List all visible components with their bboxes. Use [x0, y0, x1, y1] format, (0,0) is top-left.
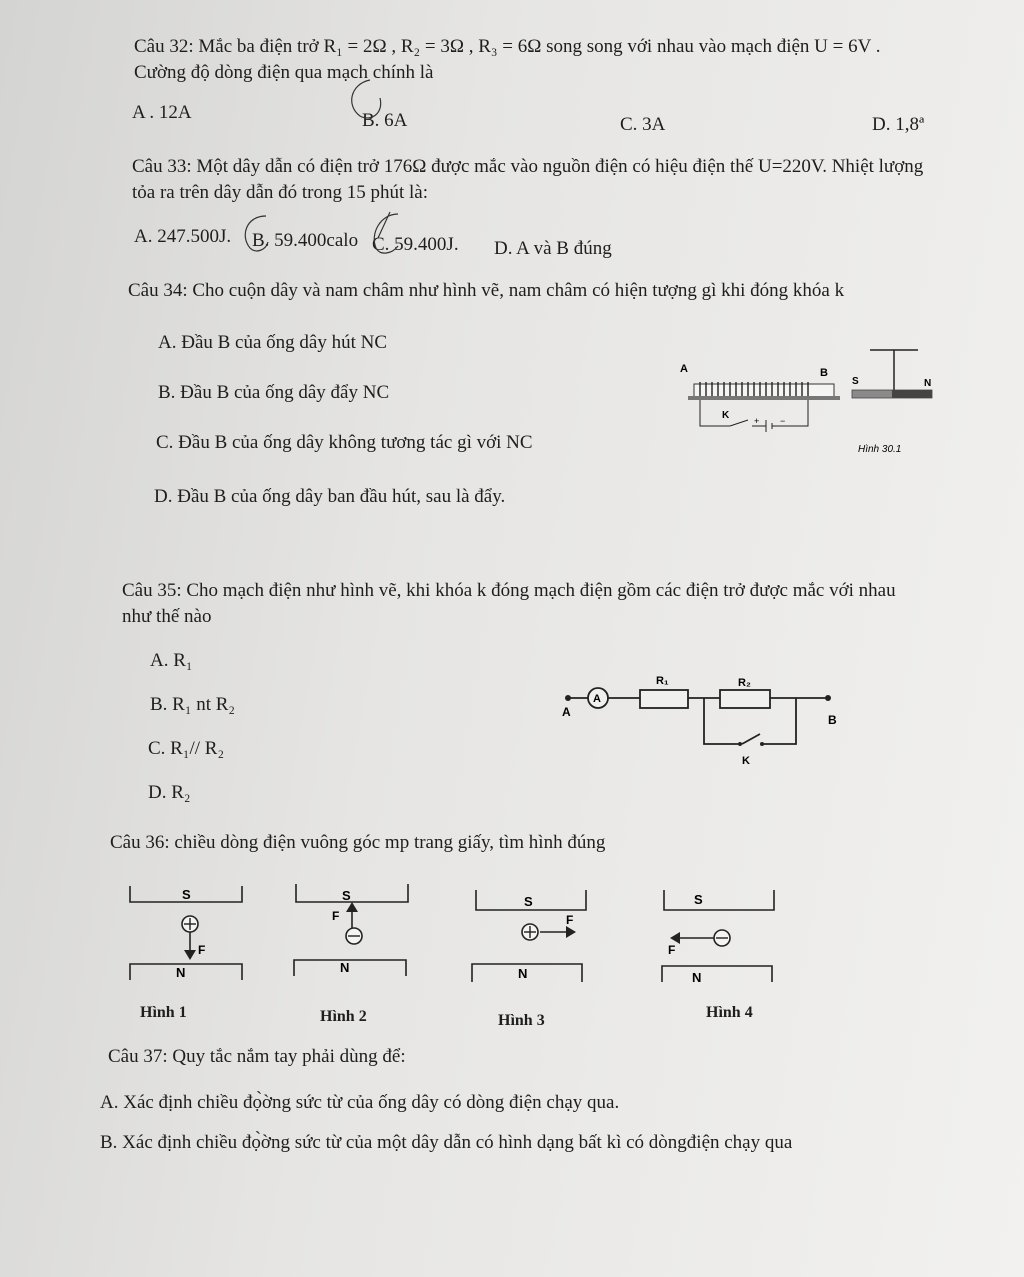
- q32-option-c: C. 3A: [620, 114, 666, 135]
- q36-fig2-force-arrow: [346, 902, 358, 912]
- q35-option-a: A. R₁: [150, 650, 193, 671]
- q33-stem-line1: Câu 33: Một dây dẫn có điện trở 176Ω được mắc vào nguồn điện có hiệu điện thế U=220V. Nhiệt lượng: [132, 156, 924, 177]
- q35-fig-label-r1: R₁: [656, 675, 669, 687]
- q34-minus-sign: −: [780, 416, 786, 426]
- q36-fig4-pole-s: S: [694, 892, 703, 907]
- q36-fig2-force-label: F: [332, 909, 340, 923]
- q34-plus-sign: +: [754, 416, 760, 426]
- q33-option-b: B. 59.400calo: [252, 230, 359, 251]
- q35-fig-label-r2: R₂: [738, 677, 751, 689]
- q35-fig-label-a: A: [562, 705, 571, 719]
- q36-figure-2: [290, 880, 414, 980]
- q35-fig-label-b: B: [828, 713, 837, 727]
- q36-fig3-force-arrow: [566, 926, 576, 938]
- q36-fig3-pole-n: N: [518, 966, 528, 981]
- q35-ammeter-symbol: A: [593, 693, 601, 705]
- q35-switch-pivot: [738, 742, 742, 746]
- q34-stem: Câu 34: Cho cuộn dây và nam châm như hình vẽ, nam châm có hiện tượng gì khi đóng khóa k: [128, 280, 845, 301]
- q34-option-a: A. Đầu B của ống dây hút NC: [158, 332, 388, 353]
- q32-stem-line2: Cường độ dòng điện qua mạch chính là: [134, 62, 434, 83]
- q37-option-a: A. Xác định chiều đọ̀ờng sức từ của ống dây có dòng điện chạy qua.: [100, 1092, 620, 1113]
- q36-fig2-pole-s: S: [342, 888, 351, 903]
- q34-fig-label-b: B: [820, 367, 828, 379]
- q32-option-a: A . 12A: [132, 102, 192, 123]
- q32-option-d: D. 1,8ª: [872, 114, 925, 135]
- q34-magnet: [852, 350, 932, 398]
- q36-fig3-force-label: F: [566, 913, 574, 927]
- q35-option-c: C. R₁// R₂: [148, 738, 225, 759]
- q33-option-d: D. A và B đúng: [494, 238, 612, 259]
- q32-pen-mark: [340, 76, 390, 124]
- q36-fig1-force-label: F: [198, 943, 206, 957]
- q37-stem: Câu 37: Quy tắc nắm tay phải dùng để:: [108, 1046, 406, 1067]
- q36-fig4-pole-n: N: [692, 970, 702, 985]
- q34-option-d: D. Đầu B của ống dây ban đầu hút, sau là đẩy.: [154, 486, 506, 507]
- q35-fig-label-k: K: [742, 755, 750, 767]
- q33-option-c: C. 59.400J.: [372, 234, 459, 255]
- q36-caption-1: Hình 1: [140, 1004, 187, 1021]
- q35-circuit-figure: [556, 668, 856, 768]
- q34-option-c: C. Đầu B của ống dây không tương tác gì với NC: [156, 432, 533, 453]
- q35-switch-contact: [760, 742, 764, 746]
- q34-fig-label-s: S: [852, 376, 859, 387]
- q34-coil: [688, 382, 840, 400]
- q35-option-d: D. R₂: [148, 782, 191, 803]
- q36-caption-2: Hình 2: [320, 1008, 367, 1025]
- q35-option-b: B. R₁ nt R₂: [150, 694, 236, 715]
- q35-stem-line2: như thế nào: [122, 606, 212, 627]
- q36-fig1-force-arrow: [184, 950, 196, 960]
- q34-coil-magnet-figure: [670, 340, 950, 460]
- q35-node-b: [825, 695, 831, 701]
- q37-option-b: B. Xác định chiều đọ̀ờng sức từ của một dây dẫn có hình dạng bất kì có dòngđiện chạy qua: [100, 1132, 793, 1153]
- q34-option-b: B. Đầu B của ống dây đẩy NC: [158, 382, 390, 403]
- q33-option-a: A. 247.500J.: [134, 226, 232, 247]
- q34-fig-caption: Hình 30.1: [858, 444, 902, 455]
- q36-caption-4: Hình 4: [706, 1004, 753, 1021]
- q34-fig-label-a: A: [680, 363, 688, 375]
- q36-fig3-pole-s: S: [524, 894, 533, 909]
- q32-stem-line1: Câu 32: Mắc ba điện trở R₁ = 2Ω , R₂ = 3Ω , R₃ = 6Ω song song với nhau vào mạch điện U = 6V .: [134, 36, 881, 57]
- q36-fig1-pole-n: N: [176, 965, 186, 980]
- q33-pen-mark-c: [362, 208, 408, 258]
- q35-stem-line1: Câu 35: Cho mạch điện như hình vẽ, khi khóa k đóng mạch điện gồm các điện trở được mắc với nhau: [122, 580, 896, 601]
- q34-fig-label-k: K: [722, 410, 730, 421]
- q34-fig-label-n: N: [924, 378, 932, 389]
- q33-pen-mark-b: [236, 212, 272, 254]
- q36-figure-3: [470, 886, 594, 986]
- q36-stem: Câu 36: chiều dòng điện vuông góc mp trang giấy, tìm hình đúng: [110, 832, 606, 853]
- q36-fig2-pole-n: N: [340, 960, 350, 975]
- q36-figure-4: [660, 886, 784, 986]
- q36-fig4-force-label: F: [668, 943, 676, 957]
- q36-caption-3: Hình 3: [498, 1012, 545, 1029]
- q35-node-a: [565, 695, 571, 701]
- q32-option-b: B. 6A: [362, 110, 408, 131]
- q36-figure-1: [126, 880, 250, 984]
- q36-fig1-pole-s: S: [182, 887, 191, 902]
- q33-stem-line2: tỏa ra trên dây dẫn đó trong 15 phút là:: [132, 182, 429, 203]
